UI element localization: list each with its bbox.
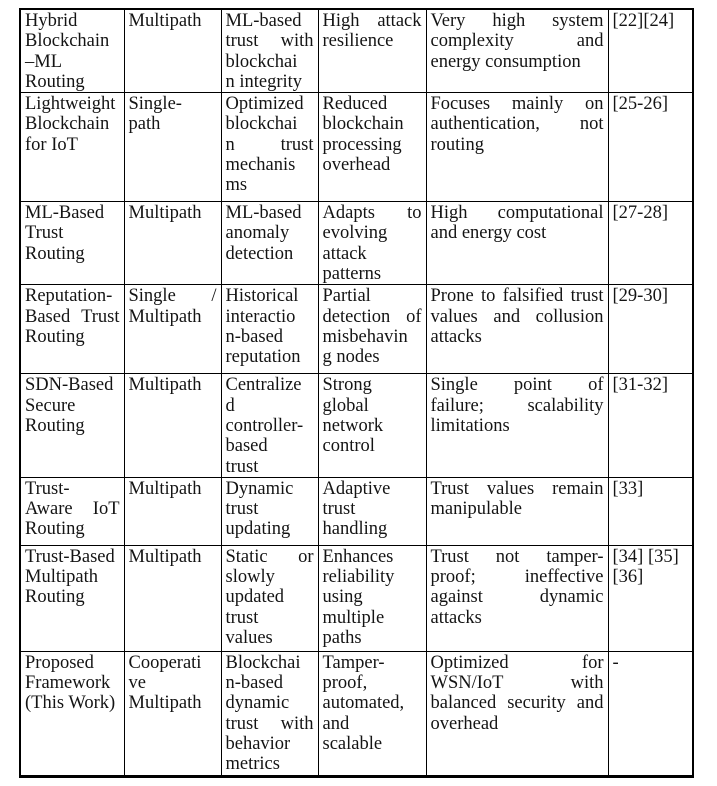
cell-line: Single- (128, 94, 182, 115)
cell-line: updated (225, 587, 285, 608)
cell-approach (20, 374, 124, 477)
cell-line: Very high system (430, 11, 604, 31)
cell-line: Framework (25, 673, 111, 694)
cell-line: and (322, 713, 350, 734)
cell-line: resilience (322, 31, 394, 52)
cell-line: global (322, 395, 369, 416)
cell-references (608, 93, 693, 202)
cell-line: limitations (430, 415, 510, 436)
cell-line: Routing (25, 326, 85, 347)
cell-line: Trust not tamper- (430, 546, 604, 567)
cell-advantage (318, 651, 426, 776)
cell-line: Prone to falsified trust (430, 286, 604, 307)
cell-line: Strong (322, 375, 372, 396)
cell-approach (20, 93, 124, 202)
cell-trust-mechanism (221, 477, 318, 545)
cell-line: High attack (322, 11, 422, 31)
cell-line: handling (322, 519, 388, 540)
cell-line: reliability (322, 567, 395, 588)
cell-line: anomaly (225, 223, 290, 244)
cell-line: failure; scalability (430, 395, 604, 416)
cell-line: Partial (322, 286, 371, 307)
cell-line: Aware IoT (25, 499, 120, 520)
cell-line: blockchain (322, 114, 404, 135)
cell-trust-mechanism (221, 202, 318, 285)
cell-line: updating (225, 519, 291, 540)
cell-line: Trust (25, 223, 64, 244)
cell-line: High computational (430, 203, 604, 224)
cell-line: Single / (128, 286, 217, 307)
cell-path-type (124, 9, 221, 93)
table-row (20, 93, 693, 202)
cell-line: Routing (25, 71, 85, 92)
cell-line: detection (225, 243, 294, 264)
cell-trust-mechanism (221, 651, 318, 776)
cell-line: multiple (322, 607, 385, 628)
cell-advantage (318, 477, 426, 545)
cell-advantage (318, 374, 426, 477)
cell-line: attacks (430, 607, 482, 628)
cell-line: dynamic (225, 693, 290, 714)
cell-line: trust (225, 456, 259, 477)
cell-line: n-based (225, 673, 284, 694)
cell-line: Optimized (225, 94, 304, 115)
cell-line: Routing (25, 587, 85, 608)
cell-line: Based Trust (25, 306, 120, 327)
cell-line: overhead (322, 155, 391, 176)
cell-line: trust (225, 607, 259, 628)
cell-line: Routing (25, 415, 85, 436)
cell-trust-mechanism (221, 93, 318, 202)
cell-line: scalable (322, 734, 383, 755)
cell-line: Multipath (128, 375, 202, 396)
cell-line: WSN/IoT with (430, 673, 604, 694)
cell-line: Single point of (430, 375, 604, 396)
cell-path-type (124, 477, 221, 545)
cell-line: trust (225, 499, 259, 520)
cell-line: processing (322, 134, 402, 155)
cell-line: blockchai (225, 51, 298, 72)
cell-line: Multipath (128, 11, 202, 31)
cell-line: Multipath (128, 478, 202, 499)
cell-approach (20, 285, 124, 374)
cell-advantage (318, 93, 426, 202)
cell-line: Routing (25, 519, 85, 540)
cell-line: [31-32] (612, 375, 668, 396)
cell-line: Routing (25, 243, 85, 264)
cell-line: Lightweight (25, 94, 116, 115)
cell-line: Tamper- (322, 652, 385, 673)
cell-line: path (128, 114, 161, 135)
cell-line: proof, (322, 673, 368, 694)
cell-limitation (426, 651, 608, 776)
cell-line: n-based (225, 326, 284, 347)
cell-line: n trust (225, 134, 314, 155)
cell-references (608, 202, 693, 285)
cell-line: Proposed (25, 652, 94, 673)
cell-line: interactio (225, 306, 296, 327)
cell-line: Enhances (322, 546, 394, 567)
cell-path-type (124, 285, 221, 374)
cell-advantage (318, 285, 426, 374)
cell-line: d (225, 395, 235, 416)
cell-line: overhead (430, 713, 499, 734)
cell-line: Multipath (128, 203, 202, 224)
cell-path-type (124, 202, 221, 285)
cell-line: ML-based (225, 11, 302, 31)
cell-line: trust with (225, 31, 314, 52)
cell-line: Reduced (322, 94, 388, 115)
cell-approach (20, 651, 124, 776)
cell-line: Blockchain (25, 114, 110, 135)
cell-line: patterns (322, 264, 382, 285)
cell-line: Hybrid (25, 11, 78, 31)
cell-trust-mechanism (221, 9, 318, 93)
cell-line: ML-based (225, 203, 302, 224)
comparison-table-body (20, 9, 693, 776)
cell-limitation (426, 477, 608, 545)
cell-line: detection of (322, 306, 422, 327)
cell-line: Focuses mainly on (430, 94, 604, 115)
cell-line: attacks (430, 326, 482, 347)
cell-path-type (124, 545, 221, 651)
cell-path-type (124, 651, 221, 776)
cell-line: balanced security and (430, 693, 604, 714)
cell-line: trust (322, 499, 356, 520)
cell-limitation (426, 374, 608, 477)
cell-line: proof; ineffective (430, 567, 604, 588)
table-row (20, 202, 693, 285)
cell-line: Blockchain (25, 31, 110, 52)
cell-line: energy consumption (430, 51, 581, 72)
cell-line: [25-26] (612, 94, 668, 115)
cell-line: ms (225, 175, 248, 196)
cell-line: Blockchai (225, 652, 301, 673)
cell-advantage (318, 202, 426, 285)
cell-approach (20, 545, 124, 651)
cell-limitation (426, 285, 608, 374)
cell-line: attack (322, 243, 367, 264)
cell-advantage (318, 9, 426, 93)
cell-line: Adaptive (322, 478, 391, 499)
cell-limitation (426, 202, 608, 285)
cell-line: values and collusion (430, 306, 604, 327)
cell-line: [27-28] (612, 203, 668, 224)
cell-line: for IoT (25, 134, 78, 155)
cell-line: controller- (225, 415, 304, 436)
cell-references (608, 545, 693, 651)
cell-line: Trust-Based (25, 546, 115, 567)
cell-line: using (322, 587, 363, 608)
cell-line: - (612, 652, 619, 673)
cell-line: routing (430, 134, 484, 155)
cell-line: behavior (225, 734, 291, 755)
cell-line: control (322, 436, 375, 457)
cell-line: g nodes (322, 347, 380, 368)
cell-line: ML-Based (25, 203, 105, 224)
cell-line: values (225, 628, 273, 649)
table-row (20, 285, 693, 374)
cell-limitation (426, 93, 608, 202)
cell-path-type (124, 374, 221, 477)
cell-line: evolving (322, 223, 388, 244)
cell-line: blockchai (225, 114, 298, 135)
cell-line: Optimized for (430, 652, 604, 673)
cell-trust-mechanism (221, 545, 318, 651)
cell-line: Adapts to (322, 203, 422, 224)
table-row (20, 651, 693, 776)
cell-trust-mechanism (221, 285, 318, 374)
cell-line: Cooperati (128, 652, 202, 673)
table-row (20, 374, 693, 477)
cell-limitation (426, 545, 608, 651)
cell-line: ve (128, 673, 146, 694)
table-row (20, 477, 693, 545)
cell-references (608, 374, 693, 477)
cell-line: paths (322, 628, 362, 649)
cell-line: authentication, not (430, 114, 604, 135)
cell-line: Centralize (225, 375, 302, 396)
cell-line: misbehavin (322, 326, 408, 347)
cell-approach (20, 9, 124, 93)
cell-line: [33] (612, 478, 644, 499)
cell-line: [22][24] (612, 11, 675, 31)
cell-line: network (322, 415, 384, 436)
cell-line: and energy cost (430, 223, 547, 244)
cell-line: Multipath (25, 567, 98, 588)
cell-line: Reputation- (25, 286, 113, 307)
cell-line: slowly (225, 567, 275, 588)
cell-line: Multipath (128, 693, 202, 714)
cell-line: complexity and (430, 31, 604, 52)
cell-references (608, 651, 693, 776)
cell-line: based (225, 436, 268, 457)
cell-line: manipulable (430, 499, 522, 520)
cell-line: metrics (225, 754, 280, 775)
cell-line: reputation (225, 347, 301, 368)
comparison-table (19, 8, 694, 778)
cell-trust-mechanism (221, 374, 318, 477)
cell-line: against dynamic (430, 587, 604, 608)
cell-line: Static or (225, 546, 314, 567)
cell-line: –ML (25, 51, 62, 72)
cell-line: Historical (225, 286, 299, 307)
cell-line: SDN-Based (25, 375, 114, 396)
cell-line: Trust- (25, 478, 70, 499)
cell-line: [29-30] (612, 286, 668, 307)
cell-approach (20, 477, 124, 545)
table-row (20, 9, 693, 93)
table-row (20, 545, 693, 651)
cell-line: Multipath (128, 306, 202, 327)
cell-line: Trust values remain (430, 478, 604, 499)
cell-references (608, 285, 693, 374)
cell-approach (20, 202, 124, 285)
cell-references (608, 477, 693, 545)
cell-advantage (318, 545, 426, 651)
cell-line: automated, (322, 693, 405, 714)
cell-line: [36] (612, 567, 644, 588)
cell-line: mechanis (225, 155, 296, 176)
cell-limitation (426, 9, 608, 93)
cell-line: [34] [35] (612, 546, 679, 567)
cell-line: Secure (25, 395, 76, 416)
cell-path-type (124, 93, 221, 202)
cell-line: n integrity (225, 71, 303, 92)
cell-line: Dynamic (225, 478, 294, 499)
cell-references (608, 9, 693, 93)
cell-line: Multipath (128, 546, 202, 567)
cell-line: trust with (225, 713, 314, 734)
cell-line: (This Work) (25, 693, 116, 714)
